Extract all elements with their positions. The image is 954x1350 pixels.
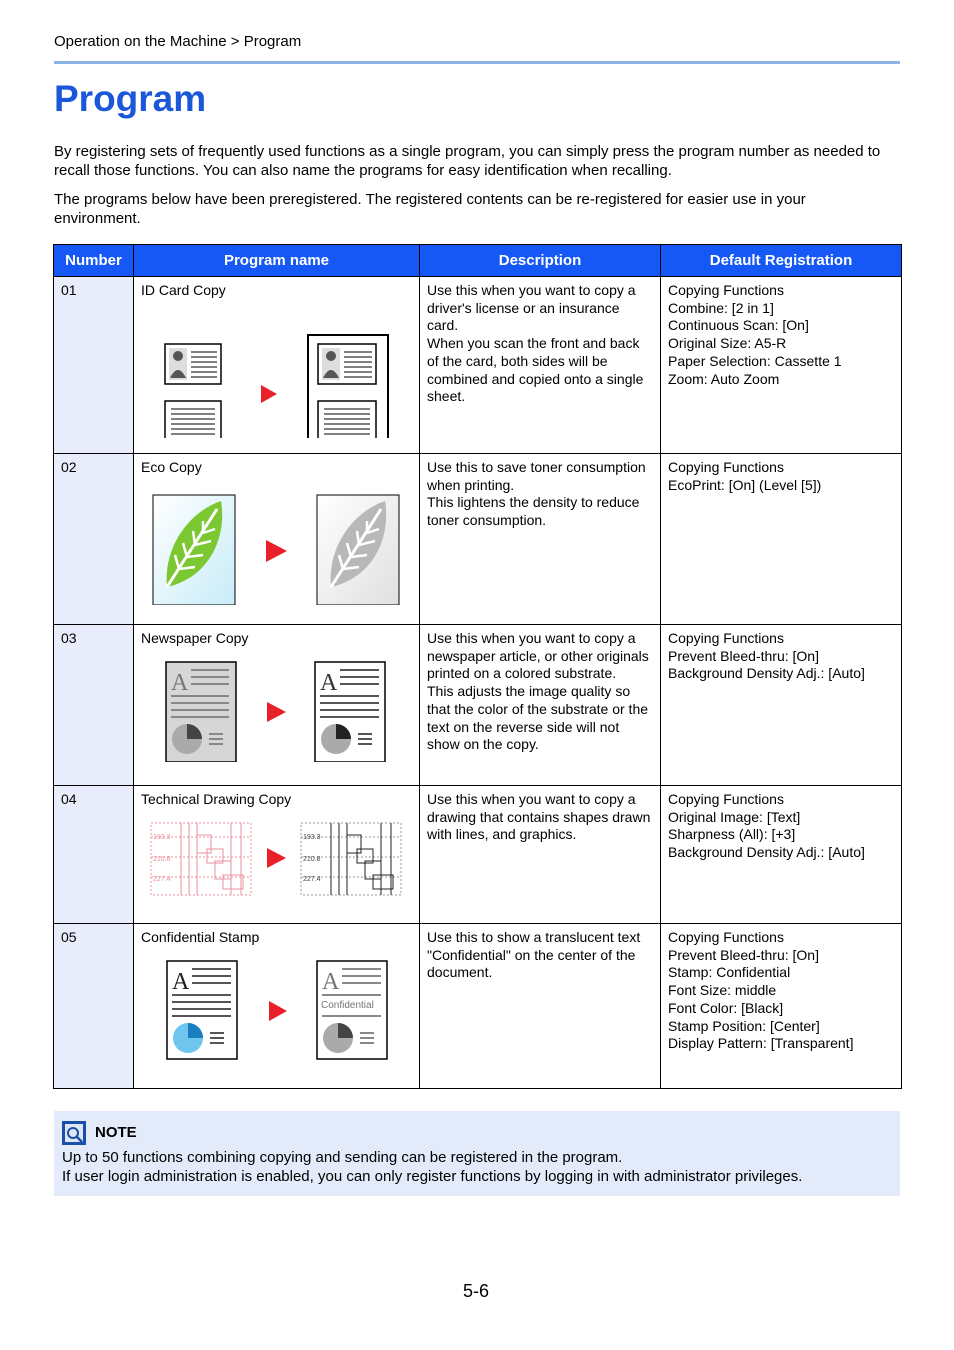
table-row: [54, 924, 902, 1089]
registration-line: EcoPrint: [On] (Level [5]): [668, 476, 822, 493]
registration-line: Font Color: [Black]: [668, 999, 784, 1016]
header-default-registration: Default Registration: [661, 245, 902, 277]
confidential-stamp-illustration: [141, 955, 411, 1061]
intro-paragraph-2: The programs below have been preregistered. The registered contents can be re-registered for easier use in your environment.: [54, 191, 806, 227]
page-title: Program: [54, 78, 207, 119]
dimension-label: 210.8: [153, 855, 171, 863]
header-number: Number: [54, 245, 134, 277]
row-registration: [661, 277, 902, 454]
registration-line: Font Size: middle: [668, 982, 777, 999]
card-back-icon: [165, 401, 221, 438]
arrow-icon: [267, 702, 286, 722]
description-line: Use this when you want to copy a driver's license or an insurance card.: [427, 282, 636, 334]
program-table: [53, 244, 902, 1089]
row-program: [134, 454, 420, 625]
description-line: This adjusts the image quality so that the color of the substrate or the text on the reverse side will not show on the copy.: [427, 683, 649, 753]
row-number: 01: [54, 277, 134, 454]
registration-line: Continuous Scan: [On]: [668, 317, 809, 334]
row-program: [134, 786, 420, 924]
description-line: Use this to show a translucent text "Confidential" on the center of the document.: [427, 929, 641, 981]
registration-line: Stamp Position: [Center]: [668, 1017, 820, 1034]
row-number: 04: [54, 786, 134, 924]
newspaper-copy-illustration: [141, 656, 411, 762]
row-description: [420, 277, 661, 454]
row-registration: [661, 454, 902, 625]
row-description: [420, 454, 661, 625]
letter-a: A: [171, 669, 189, 696]
row-description: [420, 786, 661, 924]
combined-sheet-icon: [308, 335, 388, 438]
registration-line: Copying Functions: [668, 630, 784, 646]
header-rule: [54, 61, 900, 64]
program-name: Technical Drawing Copy: [141, 791, 292, 807]
description-line: Use this when you want to copy a newspaper article, or other originals printed on a colored substrate.: [427, 630, 649, 682]
table-row: [54, 786, 902, 924]
table-row: [54, 625, 902, 786]
arrow-icon: [266, 540, 287, 562]
row-program: [134, 625, 420, 786]
eco-copy-illustration: [141, 485, 411, 605]
registration-line: Copying Functions: [668, 929, 784, 945]
registration-line: Display Pattern: [Transparent]: [668, 1035, 854, 1052]
row-program: [134, 277, 420, 454]
program-name: Confidential Stamp: [141, 929, 260, 945]
row-registration: [661, 625, 902, 786]
registration-line: Copying Functions: [668, 791, 784, 807]
registration-line: Copying Functions: [668, 282, 784, 298]
registration-line: Original Size: A5-R: [668, 335, 787, 352]
registration-line: Stamp: Confidential: [668, 964, 791, 981]
arrow-icon: [261, 385, 277, 403]
note-line: If user login administration is enabled, you can only register functions by logging in with administrator privileges.: [62, 1168, 803, 1185]
program-name: Eco Copy: [141, 459, 202, 475]
dimension-label: 193.3: [303, 833, 321, 841]
registration-line: Background Density Adj.: [Auto]: [668, 844, 865, 861]
note-box: [54, 1111, 900, 1196]
note-line: Up to 50 functions combining copying and sending can be registered in the program.: [62, 1149, 623, 1166]
registration-line: Sharpness (All): [+3]: [668, 826, 796, 843]
header-description: Description: [420, 245, 661, 277]
confidential-stamp-text: Confidential: [321, 999, 374, 1011]
header-program-name: Program name: [134, 245, 420, 277]
note-icon: [62, 1121, 86, 1145]
letter-a: A: [320, 669, 338, 696]
dimension-label: 193.3: [153, 833, 171, 841]
program-name: ID Card Copy: [141, 282, 226, 298]
clean-newspaper-icon: [315, 662, 385, 762]
registration-line: Original Image: [Text]: [668, 808, 801, 825]
registration-line: Combine: [2 in 1]: [668, 299, 774, 316]
table-row: [54, 277, 902, 454]
row-registration: [661, 924, 902, 1089]
card-front-icon: [165, 344, 221, 384]
program-name: Newspaper Copy: [141, 630, 249, 646]
row-number: 02: [54, 454, 134, 625]
description-line: When you scan the front and back of the card, both sides will be combined and copied onto a single sheet.: [427, 335, 644, 405]
table-header-row: [54, 245, 902, 277]
dimension-label: 227.4: [153, 875, 171, 883]
id-card-copy-illustration: [141, 308, 411, 438]
row-number: 05: [54, 924, 134, 1089]
registration-line: Background Density Adj.: [Auto]: [668, 665, 865, 682]
technical-drawing-illustration: [141, 817, 411, 897]
dimension-label: 227.4: [303, 875, 321, 883]
arrow-icon: [269, 1001, 287, 1021]
original-document-icon: [167, 961, 237, 1059]
letter-a: A: [322, 968, 340, 995]
stamped-document-icon: [317, 961, 387, 1059]
row-program: [134, 924, 420, 1089]
row-description: [420, 924, 661, 1089]
letter-a: A: [172, 968, 190, 995]
breadcrumb: Operation on the Machine > Program: [54, 33, 302, 50]
page-number: 5-6: [463, 1281, 490, 1301]
registration-line: Zoom: Auto Zoom: [668, 370, 780, 387]
intro-paragraph-1: By registering sets of frequently used functions as a single program, you can simply press the program number as needed to recall those functions. You can also name the programs for easy identification when recalling.: [54, 143, 881, 179]
registration-line: Paper Selection: Cassette 1: [668, 352, 842, 369]
row-description: [420, 625, 661, 786]
dimension-label: 210.8: [303, 855, 321, 863]
registration-line: Copying Functions: [668, 459, 784, 475]
colored-newspaper-icon: [166, 662, 236, 762]
row-registration: [661, 786, 902, 924]
registration-line: Prevent Bleed-thru: [On]: [668, 647, 819, 664]
description-line: Use this to save toner consumption when printing.: [427, 459, 646, 493]
registration-line: Prevent Bleed-thru: [On]: [668, 946, 819, 963]
description-line: Use this when you want to copy a drawing that contains shapes drawn with lines, and graphics.: [427, 791, 651, 843]
description-line: This lightens the density to reduce toner consumption.: [427, 494, 640, 529]
table-row: [54, 454, 902, 625]
arrow-icon: [267, 848, 286, 868]
row-number: 03: [54, 625, 134, 786]
note-title: NOTE: [95, 1124, 137, 1141]
